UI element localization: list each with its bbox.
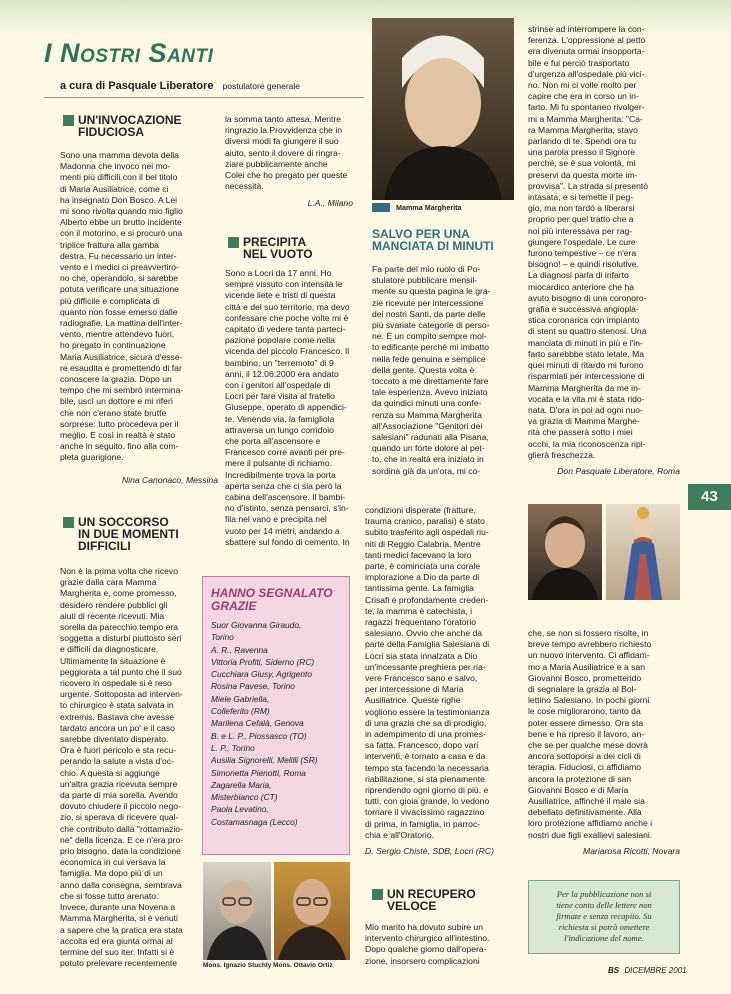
heading-soccorso-l2: IN DUE MOMENTI <box>78 527 179 541</box>
portrait-illustration <box>372 18 514 200</box>
text-line: famiglia. Ma dopo più di un <box>60 868 163 879</box>
text-line: occhi, la mia riconoscenza ripi- <box>528 438 646 449</box>
text-line: urgente. Sottoposta ad interven- <box>60 689 183 700</box>
text-line: stica coronarica con impianto <box>528 315 640 326</box>
text-line: con il motorino, e si procurò una <box>60 228 183 239</box>
text-line: perché, se è sua volontà, mi <box>528 158 636 169</box>
text-line: d'urgenza all'ospedale più vici- <box>528 68 645 79</box>
segnalato-entry: Simonetta Pienotti, Roma <box>211 767 306 778</box>
text-line: salesiani" radunati alla Pisana, <box>372 432 489 443</box>
text-line: attraversa un lungo corridoio <box>225 424 334 435</box>
text-line: Giovanni Bosco, promettendo <box>528 672 642 683</box>
text-line: parlando di te. Spendi ora tu <box>528 136 636 147</box>
text-line: la somma tanto attesa. Mentre <box>225 114 342 124</box>
byline <box>60 80 300 92</box>
text-line: destra. Fu necessario un inter- <box>60 250 177 261</box>
article-precipita-body <box>225 268 353 548</box>
text-line: mo a Maria Ausiliatrice e a san <box>528 661 646 672</box>
text-line: ancora la protezione di san <box>528 773 632 784</box>
segnalato-entry: Colleferito (RM) <box>211 706 270 717</box>
heading-bullet-icon <box>372 889 383 900</box>
text-line: Sono una mamma devota della <box>60 150 179 160</box>
text-line: preservi da questa morte im- <box>528 169 638 180</box>
heading-soccorso-l3: DIFFICILI <box>78 539 131 553</box>
text-line: parte, è cominciata una corale <box>365 561 481 572</box>
text-line: meglio. E così in realtà è stato <box>60 430 176 441</box>
text-line: miocardico anteriore che ha <box>528 281 635 292</box>
text-line: aiuto, sento il dovere di ringra- <box>225 147 341 158</box>
heading-salvo <box>372 228 494 252</box>
text-line: nostri due figli exallievi salesiani. <box>528 829 653 840</box>
signature-chiste: D. Sergio Chistè, SDB, Locri (RC) <box>365 846 494 856</box>
heading-soccorso-l1: UN SOCCORSO <box>78 515 169 529</box>
text-line: nata. D'ora in poi ad ogni nuo- <box>528 404 643 415</box>
text-line: Ora è fuori pericolo e sta recu- <box>60 745 177 756</box>
article-salvo-body <box>372 264 516 477</box>
segnalato-entry: Torino <box>211 632 234 643</box>
caption-bullet-icon <box>372 203 390 212</box>
text-line: ho pregato in continuazione <box>60 340 166 351</box>
text-line: vicenda del piccolo Francesco. Il <box>225 346 350 357</box>
text-line: diversi modi fa giungere il suo <box>225 136 339 147</box>
heading-salvo-l1: SALVO PER UNA <box>372 227 470 241</box>
text-line: economica in cui versava la <box>60 857 166 868</box>
text-line: sordina già da un'ora, mi co- <box>372 465 481 476</box>
text-line: zio, si sperava di ricevere qual- <box>60 812 179 823</box>
text-line: quanto non fosse emerso dalle <box>60 306 178 317</box>
text-line: aiuti di recente ricevuti. Mia <box>60 610 165 621</box>
text-line: vocata e la vita mi è stata rido- <box>528 393 645 404</box>
text-line: pazione popolare come nella <box>225 335 335 346</box>
text-line: ragazzi frequentano l'oratorio <box>365 617 477 628</box>
text-line: dei nostri Santi, da parte delle <box>372 308 486 319</box>
text-line: da quindici minuti una confe- <box>372 398 482 409</box>
text-line: Alberto ebbe un brutto incidente <box>60 217 182 228</box>
text-line: mi sono rivolta quando mio figlio <box>60 206 183 217</box>
signature-liberatore: Don Pasquale Liberatore, Roma <box>557 466 680 476</box>
heading-precipita-l1: PRECIPITA <box>243 235 307 249</box>
heading-precipita <box>228 236 313 260</box>
text-line: te. Venendo via, la famigliola <box>225 413 335 424</box>
segnalato-entry: Vittoria Profiti, Siderno (RC) <box>211 656 315 667</box>
segnalato-list <box>211 619 341 828</box>
page-number-tab <box>688 484 731 510</box>
text-line: implorazione a Dio da parte di <box>365 572 480 583</box>
page-number: 43 <box>701 488 718 505</box>
article-salvo-col2 <box>528 24 678 461</box>
text-line: vicende liete e tristi di questa <box>225 290 336 301</box>
text-line: te, la mamma è catechista, i <box>365 605 472 616</box>
text-line: prio bisogno, data la condizione <box>60 846 181 857</box>
text-line: avuto bisogno di una coronoro- <box>528 292 647 303</box>
text-line: breve tempo avrebbero richiesto <box>528 639 652 650</box>
text-line: della gente. Questa volta è <box>372 364 475 375</box>
heading-invocazione <box>63 114 182 138</box>
note-text <box>529 881 679 952</box>
text-line: aperta senza che ci sia però la <box>225 480 342 491</box>
text-line: era divenuta ormai insopporta- <box>528 46 645 57</box>
text-line: vuoto per 14 metri, andando a <box>225 525 340 536</box>
text-line: to edificante perché mi imbatto <box>372 342 490 353</box>
text-line: Locri sia stata innalzata a Dio <box>365 650 478 661</box>
portrait-illustration <box>274 862 350 960</box>
text-line: no che, operandolo, si sarebbe <box>60 273 179 284</box>
heading-invocazione-l1: UN'INVOCAZIONE <box>78 113 182 127</box>
signature-la-milano: L.A., Milano <box>307 198 353 208</box>
photo-mons-stuchly <box>203 862 271 960</box>
text-line: sarebbe diventato disperato. <box>60 734 169 745</box>
text-line: zione, insorsero complicazioni <box>365 955 480 966</box>
heading-bullet-icon <box>228 237 239 248</box>
text-line: con i genitori all'ospedale di <box>225 380 331 391</box>
photo-ausiliatrice <box>606 504 680 600</box>
note-line: l'indicazione del nome. <box>564 933 644 943</box>
text-line: da parte di mia sorella. Avendo <box>60 790 178 801</box>
text-line: to, che in realtà era iniziato in <box>372 454 484 465</box>
heading-recupero-l1: UN RECUPERO <box>387 887 476 901</box>
text-line: tardato ancora un po' e il caso <box>60 722 175 733</box>
segnalato-entry: Marilena Cefalà, Genova <box>211 718 304 729</box>
text-line: capitato di vedere tanta parteci- <box>225 324 346 335</box>
text-line: e difficili da diagnosticare. <box>60 644 159 655</box>
text-line: ringrazio la Provvidenza che in <box>225 125 343 136</box>
text-line: lettino Salesiano. In pochi giorni <box>528 695 650 706</box>
byline-author: a cura di Pasquale Liberatore <box>60 80 214 92</box>
text-line: re esaudita e promettendo di far <box>60 362 182 373</box>
text-line: radiografie. La mattina dell'inter- <box>60 318 183 329</box>
byline-role: postulatore generale <box>222 81 301 91</box>
text-line: sorella da parecchio tempo era <box>60 622 178 633</box>
segnalato-entry: Costamasnaga (Lecco) <box>211 816 298 827</box>
text-line: termine del suo iter. Infatti si è <box>60 946 175 957</box>
text-line: triplice frattura alla gamba <box>60 239 159 250</box>
text-line: parte della Famiglia Salesiana di <box>365 639 490 650</box>
text-line: Dopo qualche giorno dall'opera- <box>365 944 487 955</box>
heading-bullet-icon <box>63 115 74 126</box>
text-line: trauma cranico, paralisi) è stato <box>365 516 485 527</box>
text-line: che, se non si fossero risolte, in <box>528 628 649 638</box>
note-box <box>528 880 680 954</box>
text-line: renza su Mamma Margherita <box>372 409 482 420</box>
text-line: Crisafi è profondamente creden- <box>365 594 489 605</box>
text-line: vento, mentre attendevo fuori, <box>60 329 175 340</box>
text-line: Ausiliatrice, affinché il male sia <box>528 796 645 807</box>
text-line: tanti medici facevano la loro <box>365 549 472 560</box>
text-line: proprio per quel tratto che a <box>528 214 634 225</box>
text-line: tale esperienza. Avevo iniziato <box>372 387 488 398</box>
segnalato-entry: L. P., Torino <box>211 742 255 753</box>
text-line: tempo sta facendo la necessaria <box>365 762 489 773</box>
text-line: tantissima gente. La famiglia <box>365 583 474 594</box>
text-line: anno dalla consegna, sembrava <box>60 879 182 890</box>
text-line: to chirurgico è stata salvata in <box>60 700 174 711</box>
text-line: riprendendo ogni giorno di più, e <box>365 785 489 796</box>
text-line: cabina dell'ascensore. Il bambi- <box>225 492 346 503</box>
text-line: una parola presso il Signore <box>528 147 636 158</box>
text-line: Margherita e, come promesso, <box>60 588 177 599</box>
text-line: Sono a Locri da 17 anni. Ho <box>225 268 332 278</box>
text-line: debellato definitivamente. Alla <box>528 807 642 818</box>
text-line: furono tempestive – ce n'era <box>528 248 637 259</box>
text-line: menti più difficili con il bel titolo <box>60 172 178 183</box>
text-line: di una grazia che sa di prodigio, <box>365 717 487 728</box>
text-line: di Maria Ausiliatrice, come ci <box>60 183 169 194</box>
article-condizioni-body <box>365 505 519 841</box>
text-line: riabilitazione, si sta pienamente <box>365 773 485 784</box>
text-line: necessità. <box>225 181 264 192</box>
note-line: tiene conto delle lettere non <box>556 900 652 910</box>
text-line: quei minuti di ritardo mi furono <box>528 360 644 371</box>
text-line: farto. Mi fu spontaneo rivolger- <box>528 102 645 113</box>
text-line: un'altra grazia ricevuta sempre <box>60 778 178 789</box>
text-line: Mamma Margherita da me in- <box>528 382 641 393</box>
text-line: bene e ha ripreso il lavoro, an- <box>528 728 645 739</box>
text-line: no. Non mi ci volle molto per <box>528 80 637 91</box>
text-line: manciata di minuti in più e l'in- <box>528 337 643 348</box>
text-line: potuta verificare una situazione <box>60 284 179 295</box>
text-line: farto sarebbbe stato letale. Ma <box>528 348 645 359</box>
segnalato-entry: Miele Gabriella, <box>211 693 270 704</box>
text-line: Giuseppe, operato di appendici- <box>225 402 347 413</box>
text-line: loro protezione affidiamo anche i <box>528 818 653 829</box>
text-line: giungere l'ospedale. Le cure <box>528 236 636 247</box>
text-line: Madonna che invoco nei mo- <box>60 161 171 172</box>
text-line: noi più interessava per rag- <box>528 225 633 236</box>
text-line: Colei che ho pregato per queste <box>225 170 348 181</box>
article-invocazione-col2 <box>225 114 353 192</box>
text-line: intervento chirurgico all'intestino. <box>365 933 490 944</box>
text-line: soggetta a disturbi piuttosto seri <box>60 633 182 644</box>
text-line: chia e all'Oratorio. <box>365 829 434 840</box>
note-line: firmate e senza recapito. Su <box>556 911 652 921</box>
text-line: poter essere dimesso. Ora sta <box>528 717 644 728</box>
article-recupero-body <box>365 922 519 967</box>
text-line: terapia. Fiduciosi, ci affidiamo <box>528 762 642 773</box>
statue-illustration <box>606 504 680 600</box>
text-line: che si fosse tutto arenato. <box>60 890 159 901</box>
segnalato-entry: Cucchiara Giusy, Agrigento <box>211 669 313 680</box>
text-line: mi a Mamma Margherita: "Ca- <box>528 113 643 124</box>
text-line: sempre vissuto con intensità le <box>225 279 343 290</box>
text-line: mere il pulsante di richiamo. <box>225 458 332 469</box>
text-line: grazie dalla cara Mamma <box>60 577 157 588</box>
text-line: Mamma Margherita, si è venuti <box>60 913 178 924</box>
text-line: fila nel vano e precipita nel <box>225 514 327 525</box>
text-line: più svariate categorie di perso- <box>372 320 490 331</box>
text-line: intasata, e si temette il peg- <box>528 192 634 203</box>
text-line: sbattere sul fondo di cemento. In <box>225 536 350 547</box>
text-line: dovuto chiudere il piccolo nego- <box>60 801 181 812</box>
text-line: le cose migliorarono, tanto da <box>528 706 641 717</box>
text-line: Fa parte del mio ruolo di Po- <box>372 264 481 274</box>
text-line: gio, ma non tardò a liberarsi <box>528 203 635 214</box>
text-line: anni, il 12.06.2000 era andato <box>225 368 339 379</box>
signature-invocazione: Nina Canonaco, Messina <box>121 475 218 485</box>
text-line: ne" della licenza. E ce n'era pro- <box>60 834 184 845</box>
heading-invocazione-l2: FIDUCIOSA <box>78 125 144 139</box>
article-soccorso-body <box>60 566 220 969</box>
text-line: condizioni disperate (fratture, <box>365 505 476 515</box>
text-line: ferenza. L'oppressione al petto <box>528 35 646 46</box>
text-line: Ausiliatrice. Queste righe <box>365 695 461 706</box>
text-line: La diagnosi parla di infarto <box>528 270 629 281</box>
text-line: potuto prelevare recentemente <box>60 958 178 969</box>
photo-caption-bar <box>372 203 462 212</box>
article-ricotti-body <box>528 628 680 841</box>
text-line: Non è la prima volta che ricevo <box>60 566 178 576</box>
text-line: rita che passerà sotto i miei <box>528 427 633 438</box>
text-line: tutti, con gioia grande, lo vedono <box>365 796 490 807</box>
text-line: strinse ad interrompere la con- <box>528 24 645 34</box>
text-line: sa fatta. Francesco, dopo vari <box>365 740 479 751</box>
text-line: Mio marito ha dovuto subire un <box>365 922 483 932</box>
text-line: stulatore pubblicare mensil- <box>372 275 478 286</box>
mons-caption: Mons. Ignazio Stuchly Mons. Ottavio Ortiz <box>203 962 333 969</box>
text-line: bile, uscì un dottore e mi riferì <box>60 396 174 407</box>
heading-soccorso <box>63 516 179 552</box>
photo-mons-ortiz <box>274 862 350 960</box>
text-line: anche in seguito, fino alla com- <box>60 441 179 452</box>
text-line: ancora sottoporsi a dei cicli di <box>528 751 641 762</box>
text-line: glierà freschezza. <box>528 449 596 460</box>
text-line: grafia e successiva angiopla- <box>528 304 639 315</box>
segnalato-box <box>202 576 350 855</box>
text-line: Invece, durante una Novena a <box>60 902 176 913</box>
text-line: provvisa". La strada si presentò <box>528 180 649 191</box>
text-line: che se per qualche mese dovrà <box>528 740 648 751</box>
text-line: chio. A questa si aggiunge <box>60 767 160 778</box>
page-title: I Nostri Santi <box>44 38 214 68</box>
footer-date: DICEMBRE 2001 <box>624 966 687 975</box>
text-line: accolta ed era giunta ormai al <box>60 935 173 946</box>
text-line: risparmiati per intercessione di <box>528 371 645 382</box>
text-line: ra Mamma Margherita, stavo <box>528 124 638 135</box>
text-line: che non c'erano state brutte <box>60 407 167 418</box>
text-line: che porta all'ascensore e <box>225 436 321 447</box>
footer <box>608 966 687 975</box>
text-line: ne. È un compito sempre mol- <box>372 331 487 342</box>
text-line: bile e fui perciò trasportato <box>528 57 630 68</box>
text-line: Francesco corre avanti per pre- <box>225 447 345 458</box>
note-line: Per la pubblicazione non si <box>556 889 652 899</box>
text-line: toccato a me direttamente fare <box>372 376 489 387</box>
segnalato-title-l2: GRAZIE <box>211 599 257 613</box>
text-line: un'incessante preghiera per ria- <box>365 661 486 672</box>
note-line: richiesta si potrà omettere <box>558 922 650 932</box>
text-line: città e del suo territorio, ma devo <box>225 301 350 312</box>
text-line: Incredibilmente trova la porta <box>225 469 336 480</box>
text-line: quando un forte dolore al pet- <box>372 443 485 454</box>
text-line: Maria Ausiliatrice, sicura d'esse- <box>60 351 183 362</box>
text-line: di stent su quattro stenosi. Una <box>528 326 647 337</box>
text-line: bambino, un "terremoto" di 9 <box>225 357 334 368</box>
segnalato-entry: Paola Levatino, <box>211 804 269 815</box>
heading-recupero-l2: VELOCE <box>387 899 437 913</box>
text-line: zie ricevute per intercessione <box>372 297 484 308</box>
segnalato-entry: B. e L. P., Piossasco (TO) <box>211 730 307 741</box>
text-line: in adempimento di una promes- <box>365 729 486 740</box>
text-line: confessare che poche volte mi è <box>225 312 349 323</box>
photo-don-bosco <box>528 504 602 600</box>
text-line: un nuovo intervento. Ci affidam- <box>528 650 650 661</box>
text-line: perando la salute a vista d'oc- <box>60 756 174 767</box>
text-line: salesiano. Ovvio che anche da <box>365 628 483 639</box>
text-line: di segnalare la grazia al Bol- <box>528 684 637 695</box>
text-line: che contributo dalla "rottamazio- <box>60 823 183 834</box>
text-line: Giovanni Bosco e di Maria <box>528 784 629 795</box>
text-line: all'Associazione "Genitori dei <box>372 420 483 431</box>
text-line: più difficile e complicata di <box>60 295 160 306</box>
text-line: peggiorata a tal punto che il suo <box>60 666 182 677</box>
text-line: vogliono essere la testimonianza <box>365 706 490 717</box>
segnalato-entry: Rosina Pavese, Torino <box>211 681 295 692</box>
text-line: sorprese: tutto procedeva per il <box>60 418 179 429</box>
text-line: desidero rendere pubblici gli <box>60 599 168 610</box>
text-line: di prima, in famiglia, in parroc- <box>365 818 481 829</box>
text-line: mente su questa pagina le gra- <box>372 286 491 297</box>
text-line: conoscere la grazia. Dopo un <box>60 374 172 385</box>
text-line: tempo che mi sembrò intermina- <box>60 385 184 396</box>
text-line: niti di Reggio Calabria. Mentre <box>365 538 481 549</box>
signature-ricotti: Mariarosa Ricotti, Novara <box>583 846 680 856</box>
text-line: pleta guarigione. <box>60 452 124 463</box>
heading-bullet-icon <box>63 517 74 528</box>
segnalato-title <box>211 587 341 613</box>
segnalato-title-l1: HANNO SEGNALATO <box>211 586 333 600</box>
text-line: per intercessione di Maria <box>365 684 464 695</box>
header-rule <box>44 97 364 98</box>
photo-caption: Mamma Margherita <box>396 203 462 212</box>
heading-precipita-l2: NEL VUOTO <box>243 247 313 261</box>
segnalato-entry: Misterbianco (CT) <box>211 792 278 803</box>
text-line: Ultimamente la situazione è <box>60 655 166 666</box>
text-line: a sapere che la pratica era stata <box>60 924 183 935</box>
text-line: subito trasferito agli ospedali riu- <box>365 527 489 538</box>
footer-magazine: BS <box>608 966 620 975</box>
segnalato-entry: A. R., Ravenna <box>211 644 268 655</box>
text-line: tornare il vivacissimo ragazzino <box>365 807 485 818</box>
text-line: va grazia di Mamma Marghe- <box>528 416 640 427</box>
article-invocazione-body <box>60 150 218 464</box>
heading-salvo-l2: MANCIATA DI MINUTI <box>372 239 494 253</box>
text-line: no d'istinto, senza pensarci, s'in- <box>225 503 349 514</box>
text-line: vere Francesco sano e salvo, <box>365 673 478 684</box>
segnalato-entry: Zagarella Maria, <box>211 779 272 790</box>
text-line: ziare pubblicamente anche <box>225 158 328 169</box>
photo-mamma-margherita <box>372 18 514 200</box>
heading-recupero <box>372 888 476 912</box>
text-line: extremis. Bastava che avesse <box>60 711 175 722</box>
text-line: interventi, è tornato a casa e da <box>365 751 486 762</box>
text-line: Locri per fare visita al fratello <box>225 391 335 402</box>
segnalato-entry: Suor Giovanna Giraudo, <box>211 620 302 630</box>
text-line: bisogno! – e quindi risolutive. <box>528 259 639 270</box>
text-line: ricovero in ospedale si è reso <box>60 678 172 689</box>
segnalato-entry: Ausilia Signorelli, Melilli (SR) <box>211 755 318 766</box>
portrait-illustration <box>528 504 602 600</box>
text-line: ha insegnato Don Bosco. A Lei <box>60 194 178 205</box>
text-line: vento e i medici ci preavvertiro- <box>60 262 179 273</box>
text-line: capire che era in corso un in- <box>528 91 639 102</box>
portrait-illustration <box>203 862 271 960</box>
text-line: nella fede genuina e semplice <box>372 353 486 364</box>
